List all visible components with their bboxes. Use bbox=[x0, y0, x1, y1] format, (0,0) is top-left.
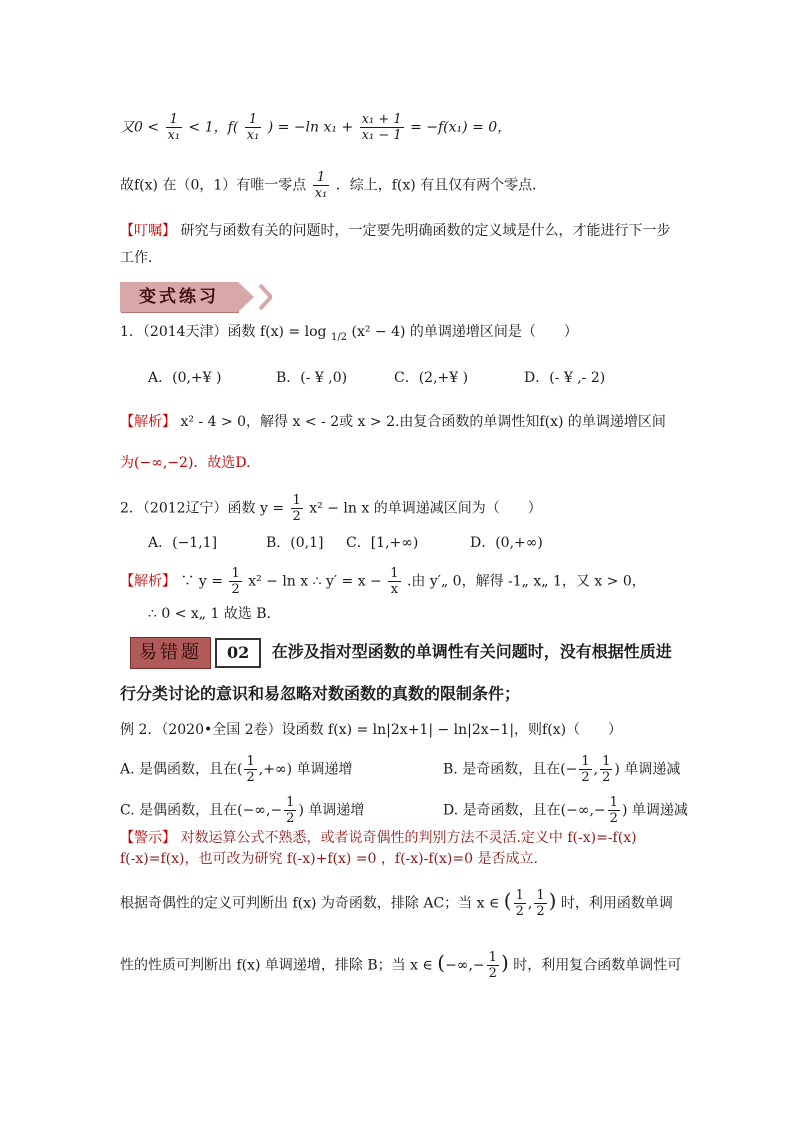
heading-text-2: 行分类讨论的意识和易忽略对数函数的真数的限制条件； bbox=[120, 684, 521, 703]
question-2-answer bbox=[120, 566, 646, 597]
answer-label: 【解析】 bbox=[120, 573, 176, 590]
example-2-stem: 例 2．（2020•全国 2卷）设函数 f(x) = ln|2x+1| − ln|2x−1|，则f(x)（ ） bbox=[120, 722, 623, 738]
option-c: C．(2,+¥ ) bbox=[394, 370, 469, 386]
badge-number: 02 bbox=[215, 638, 261, 668]
example-2-option-b: B. 是奇函数，且在(− $\frac{1}{2}$ , $\frac{1}{2}$ ) 单调递减 bbox=[443, 754, 681, 785]
solution-line-1: 根据奇偶性的定义可判断出 f(x) 为奇函数，排除 AC；当 x ∈ ( $\frac{1}{2}$ , $\frac{1}{2}$ ) 时，利用函数单调 bbox=[120, 888, 673, 919]
answer-label: 【解析】 bbox=[120, 414, 176, 430]
solution-line-2: 性的性质可判断出 f(x) 单调递增，排除 B；当 x ∈ (−∞,− $\frac{1}{2}$ ) 时，利用复合函数单调性可 bbox=[120, 950, 682, 981]
log-base: 1/2 bbox=[330, 331, 348, 343]
text: .由 y′„ 0，解得 -1„ x„ 1，又 x > 0， bbox=[406, 573, 646, 590]
chevron-right-icon bbox=[258, 284, 272, 310]
answer-text: 为(−∞,−2)．故选D. bbox=[120, 455, 251, 471]
text: 故f(x) 在（0，1）有唯一零点 bbox=[120, 177, 307, 194]
badge-label: 易错题 bbox=[130, 637, 211, 669]
option-b: B．(0,1] bbox=[266, 535, 324, 551]
question-2-answer-2: ∴ 0 < x„ 1 故选 B． bbox=[148, 606, 281, 622]
question-2-options bbox=[148, 533, 668, 553]
fraction: $\frac{1}{2}$ bbox=[231, 566, 240, 597]
question-1-stem bbox=[120, 322, 578, 348]
section-banner bbox=[120, 282, 272, 312]
example-2-option-c: C. 是偶函数，且在(−∞,− $\frac{1}{2}$ ) 单调递增 bbox=[120, 795, 365, 826]
option-a: A．(−1,1] bbox=[148, 535, 218, 551]
text: ．综上，f(x) 有且仅有两个零点． bbox=[335, 177, 547, 194]
fraction: $\frac{1}{\text{x₁}}$ bbox=[246, 112, 260, 143]
text: < 1，f( bbox=[188, 119, 239, 136]
warning-line-2: f(-x)=f(x)，也可改为研究 f(-x)+f(x) =0 ，f(-x)-f(x)=0 是否成立. bbox=[120, 851, 538, 867]
question-1-answer bbox=[120, 412, 666, 432]
banner-arrow bbox=[238, 282, 254, 312]
question-1-answer-2 bbox=[120, 453, 251, 473]
option-b: B．(- ¥ ,0) bbox=[276, 370, 348, 386]
option-d: D．(0,+∞) bbox=[470, 535, 543, 551]
question-1-options bbox=[148, 368, 668, 388]
conclusion-line bbox=[120, 170, 546, 201]
option-c: C．[1,+∞) bbox=[346, 535, 419, 551]
warning-text: 对数运算公式不熟悉，或者说奇偶性的判别方法不灵活.定义中 f(-x)=-f(x) bbox=[180, 830, 637, 846]
question-2-stem bbox=[120, 493, 542, 524]
heading-text: 在涉及指对型函数的单调性有关问题时，没有根据性质进 bbox=[271, 642, 672, 661]
tip-line-2: 工作． bbox=[120, 250, 162, 266]
fraction: $\frac{1}{2}$ bbox=[292, 493, 301, 524]
tip-label: 【叮嘱】 bbox=[120, 223, 176, 239]
fraction: $\frac{1}{\text{x₁}}$ bbox=[167, 112, 181, 143]
example-2-option-a: A. 是偶函数，且在( $\frac{1}{2}$ ,+∞) 单调递增 bbox=[120, 754, 353, 785]
option-a: A．(0,+¥ ) bbox=[148, 370, 222, 386]
text: (x² − 4) 的单调递增区间是（ ） bbox=[351, 324, 578, 340]
text: x² − ln x 的单调递减区间为（ ） bbox=[309, 500, 542, 517]
tip-line-1 bbox=[120, 221, 670, 241]
text: = −f(x₁) = 0， bbox=[410, 119, 512, 136]
text: ) = −ln x₁ + bbox=[267, 119, 354, 136]
text: ∵ y = bbox=[180, 573, 223, 590]
error-topic-heading bbox=[130, 637, 672, 669]
error-badge bbox=[130, 637, 267, 669]
banner-label: 变式练习 bbox=[120, 282, 238, 312]
option-d: D．(- ¥ ,- 2) bbox=[524, 370, 606, 386]
fraction: $\frac{1}{x}$ bbox=[390, 566, 399, 597]
warning-label: 【警示】 bbox=[120, 830, 176, 846]
text: 1．（2014天津）函数 f(x) = log bbox=[120, 324, 327, 340]
fraction: $\frac{\text{x₁ + 1}}{\text{x₁ − 1}}$ bbox=[361, 112, 402, 143]
example-2-option-d: D. 是奇函数，且在(−∞,− $\frac{1}{2}$ ) 单调递减 bbox=[443, 795, 688, 826]
tip-text: 研究与函数有关的问题时，一定要先明确函数的定义域是什么，才能进行下一步 bbox=[180, 223, 671, 239]
warning-line-1 bbox=[120, 828, 637, 848]
equation-line-1 bbox=[120, 112, 511, 143]
answer-text: x² - 4 > 0，解得 x < - 2或 x > 2.由复合函数的单调性知f(x) 的单调递增区间 bbox=[180, 414, 666, 430]
text: x² − ln x ∴ y′ = x − bbox=[248, 573, 382, 590]
fraction: $\frac{1}{\text{x₁}}$ bbox=[314, 170, 328, 201]
text: 2．（2012辽宁）函数 y = bbox=[120, 500, 285, 517]
text: 又0 < bbox=[120, 119, 160, 136]
